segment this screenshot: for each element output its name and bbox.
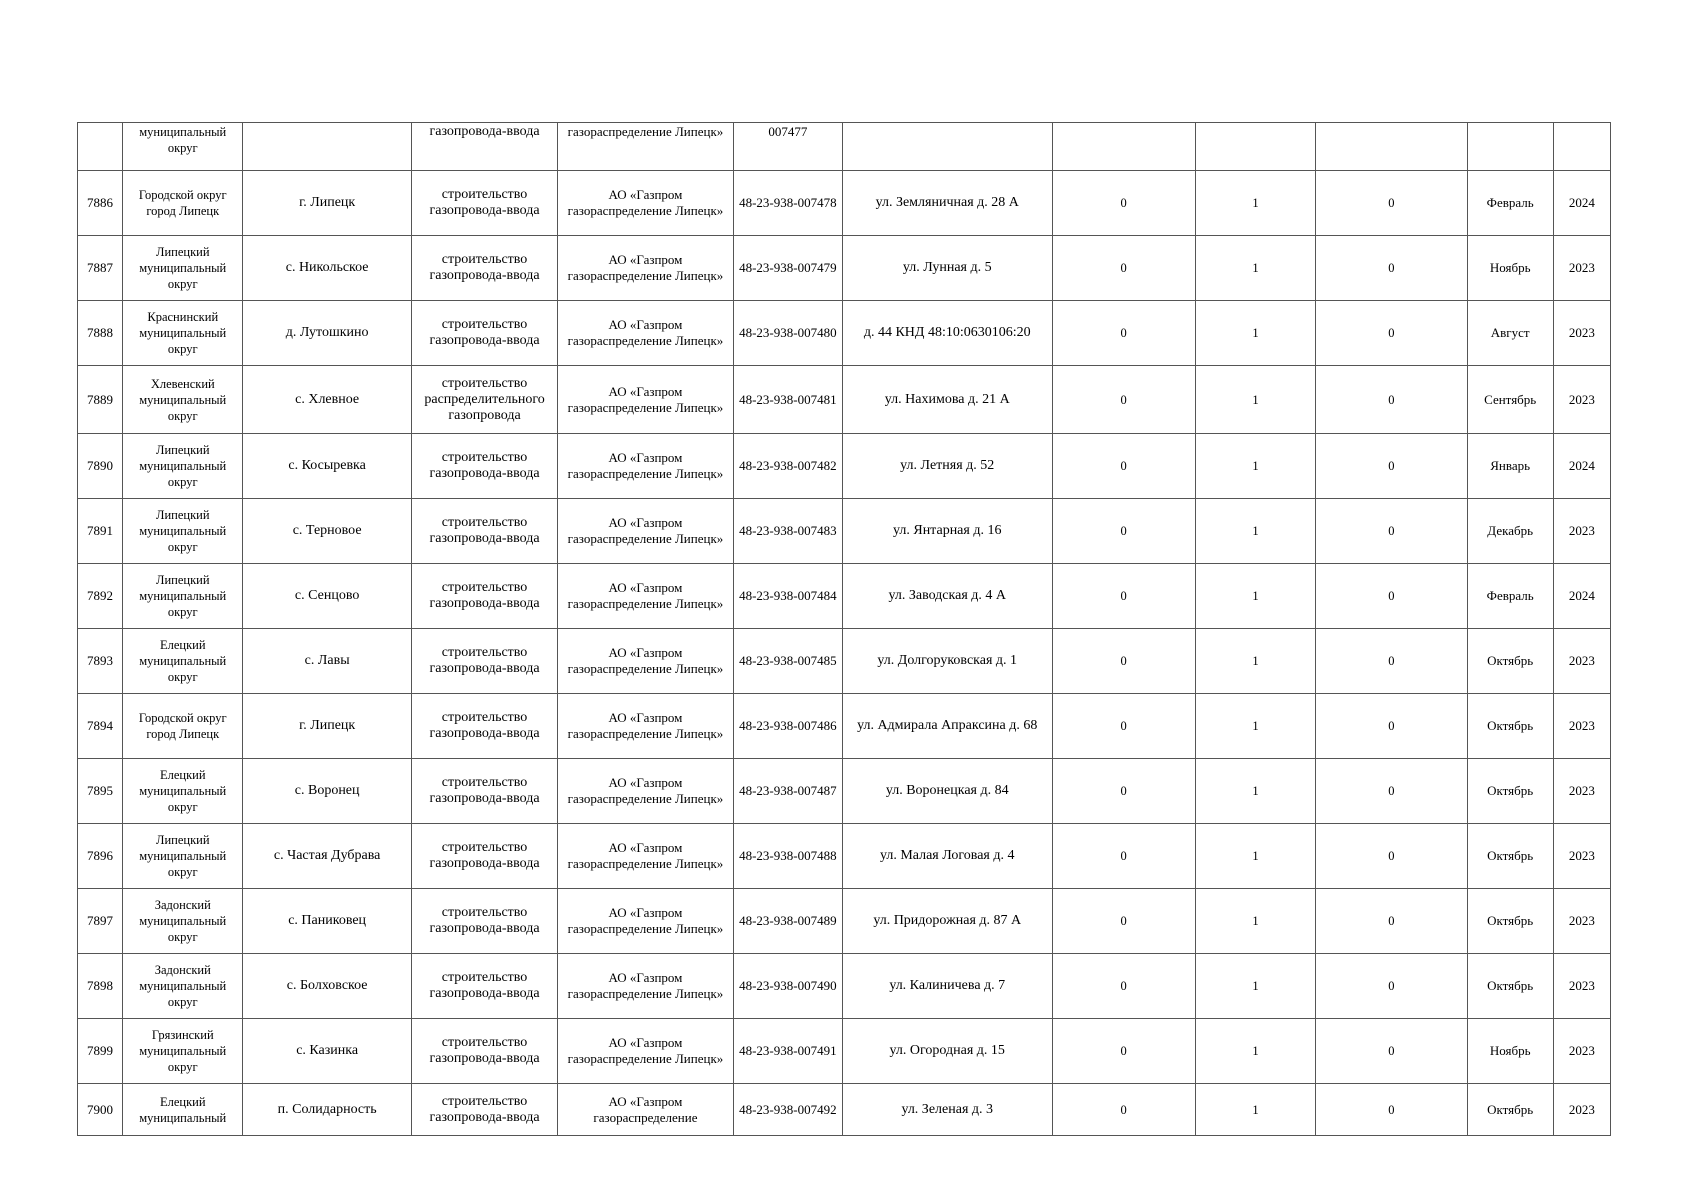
cell-settlement: с. Частая Дубрава xyxy=(243,824,411,889)
cell-settlement: с. Косыревка xyxy=(243,434,411,499)
cell-value-2: 1 xyxy=(1195,1019,1315,1084)
cell-object-code: 48-23-938-007491 xyxy=(733,1019,842,1084)
cell-work-type: строительство газопровода-ввода xyxy=(411,824,557,889)
cell-value-1: 0 xyxy=(1052,694,1195,759)
cell-value-1: 0 xyxy=(1052,954,1195,1019)
cell-object-code: 48-23-938-007480 xyxy=(733,301,842,366)
registry-table xyxy=(77,122,1611,1136)
cell-year: 2024 xyxy=(1553,434,1610,499)
cell-address: ул. Огородная д. 15 xyxy=(842,1019,1052,1084)
cell-organization: АО «Газпром газораспределение Липецк» xyxy=(558,366,733,434)
cell-settlement: г. Липецк xyxy=(243,694,411,759)
cell-work-type: строительство газопровода-ввода xyxy=(411,954,557,1019)
table-row xyxy=(78,629,1611,694)
cell-object-code: 48-23-938-007485 xyxy=(733,629,842,694)
cell-year: 2023 xyxy=(1553,236,1610,301)
cell-year: 2023 xyxy=(1553,629,1610,694)
cell-settlement: с. Сенцово xyxy=(243,564,411,629)
cell-month: Октябрь xyxy=(1467,824,1553,889)
cell-year: 2024 xyxy=(1553,171,1610,236)
cell-value-2: 1 xyxy=(1195,236,1315,301)
cell-year: 2023 xyxy=(1553,954,1610,1019)
cell-value-2: 1 xyxy=(1195,954,1315,1019)
cell-month: Октябрь xyxy=(1467,629,1553,694)
cell-month: Октябрь xyxy=(1467,889,1553,954)
cell-value-1: 0 xyxy=(1052,759,1195,824)
table-row xyxy=(78,236,1611,301)
cell-organization: АО «Газпром газораспределение Липецк» xyxy=(558,629,733,694)
cell-value-2: 1 xyxy=(1195,1084,1315,1136)
cell-value-3: 0 xyxy=(1316,759,1467,824)
cell-year: 2023 xyxy=(1553,1084,1610,1136)
cell-work-type: строительство газопровода-ввода xyxy=(411,759,557,824)
cell-district: Липецкий муниципальный округ xyxy=(123,434,243,499)
cell-month: Октябрь xyxy=(1467,1084,1553,1136)
cell-value-1: 0 xyxy=(1052,434,1195,499)
cell-district: Елецкий муниципальный xyxy=(123,1084,243,1136)
cell-month: Январь xyxy=(1467,434,1553,499)
cell-value-3: 0 xyxy=(1316,301,1467,366)
cell-work-type: строительство газопровода-ввода xyxy=(411,236,557,301)
cell-value-3: 0 xyxy=(1316,1084,1467,1136)
cell-value-1: 0 xyxy=(1052,824,1195,889)
cell-organization: АО «Газпром газораспределение Липецк» xyxy=(558,301,733,366)
cell-number: 7897 xyxy=(78,889,123,954)
cell-object-code: 48-23-938-007487 xyxy=(733,759,842,824)
cell-year: 2023 xyxy=(1553,824,1610,889)
cell-month: Сентябрь xyxy=(1467,366,1553,434)
cell-value-2: 1 xyxy=(1195,366,1315,434)
cell-district: Липецкий муниципальный округ xyxy=(123,564,243,629)
cell-address: ул. Калиничева д. 7 xyxy=(842,954,1052,1019)
cell-address: ул. Адмирала Апраксина д. 68 xyxy=(842,694,1052,759)
cell-settlement: с. Лавы xyxy=(243,629,411,694)
cell-settlement: с. Воронец xyxy=(243,759,411,824)
cell-settlement: с. Болховское xyxy=(243,954,411,1019)
cell-address: ул. Земляничная д. 28 А xyxy=(842,171,1052,236)
cell-month: Ноябрь xyxy=(1467,1019,1553,1084)
cell-value-3: 0 xyxy=(1316,694,1467,759)
cell-organization: газораспределение Липецк» xyxy=(558,123,733,171)
cell-number: 7899 xyxy=(78,1019,123,1084)
cell-value-2: 1 xyxy=(1195,824,1315,889)
table-body xyxy=(78,123,1611,1136)
cell-number: 7888 xyxy=(78,301,123,366)
cell-district: Хлевенский муниципальный округ xyxy=(123,366,243,434)
cell-organization: АО «Газпром газораспределение Липецк» xyxy=(558,564,733,629)
cell-object-code: 48-23-938-007486 xyxy=(733,694,842,759)
cell-year: 2023 xyxy=(1553,889,1610,954)
cell-work-type: строительство газопровода-ввода xyxy=(411,1019,557,1084)
cell-work-type: строительство газопровода-ввода xyxy=(411,171,557,236)
cell-settlement: с. Хлевное xyxy=(243,366,411,434)
cell-value-3: 0 xyxy=(1316,1019,1467,1084)
cell-work-type: строительство газопровода-ввода xyxy=(411,434,557,499)
cell-address: ул. Лунная д. 5 xyxy=(842,236,1052,301)
cell-number: 7894 xyxy=(78,694,123,759)
cell-district: Липецкий муниципальный округ xyxy=(123,824,243,889)
cell-number xyxy=(78,123,123,171)
cell-value-1: 0 xyxy=(1052,889,1195,954)
cell-district: Елецкий муниципальный округ xyxy=(123,629,243,694)
cell-value-3: 0 xyxy=(1316,824,1467,889)
cell-work-type: строительство газопровода-ввода xyxy=(411,629,557,694)
cell-value-3: 0 xyxy=(1316,366,1467,434)
cell-district: Городской округ город Липецк xyxy=(123,171,243,236)
table-row xyxy=(78,824,1611,889)
table-row xyxy=(78,499,1611,564)
cell-month: Ноябрь xyxy=(1467,236,1553,301)
cell-organization: АО «Газпром газораспределение Липецк» xyxy=(558,954,733,1019)
cell-settlement: с. Паниковец xyxy=(243,889,411,954)
cell-month: Октябрь xyxy=(1467,954,1553,1019)
table-row xyxy=(78,889,1611,954)
cell-organization: АО «Газпром газораспределение Липецк» xyxy=(558,1019,733,1084)
cell-value-2: 1 xyxy=(1195,301,1315,366)
cell-value-3: 0 xyxy=(1316,629,1467,694)
cell-organization: АО «Газпром газораспределение Липецк» xyxy=(558,889,733,954)
cell-organization: АО «Газпром газораспределение Липецк» xyxy=(558,759,733,824)
cell-object-code: 48-23-938-007488 xyxy=(733,824,842,889)
cell-value-2: 1 xyxy=(1195,434,1315,499)
cell-work-type: строительство газопровода-ввода xyxy=(411,499,557,564)
cell-value-3: 0 xyxy=(1316,499,1467,564)
cell-year: 2024 xyxy=(1553,564,1610,629)
cell-value-1: 0 xyxy=(1052,564,1195,629)
cell-value-3: 0 xyxy=(1316,434,1467,499)
cell-work-type: газопровода-ввода xyxy=(411,123,557,171)
cell-number: 7887 xyxy=(78,236,123,301)
cell-address: ул. Летняя д. 52 xyxy=(842,434,1052,499)
cell-address: ул. Воронецкая д. 84 xyxy=(842,759,1052,824)
cell-number: 7900 xyxy=(78,1084,123,1136)
cell-number: 7892 xyxy=(78,564,123,629)
cell-year: 2023 xyxy=(1553,1019,1610,1084)
cell-work-type: строительство газопровода-ввода xyxy=(411,564,557,629)
cell-object-code: 48-23-938-007490 xyxy=(733,954,842,1019)
cell-work-type: строительство распределительного газопровода xyxy=(411,366,557,434)
cell-district: Задонский муниципальный округ xyxy=(123,889,243,954)
cell-district: Городской округ город Липецк xyxy=(123,694,243,759)
cell-address: ул. Зеленая д. 3 xyxy=(842,1084,1052,1136)
cell-organization: АО «Газпром газораспределение Липецк» xyxy=(558,171,733,236)
cell-month: Февраль xyxy=(1467,564,1553,629)
cell-value-1: 0 xyxy=(1052,236,1195,301)
cell-value-1: 0 xyxy=(1052,301,1195,366)
table-row xyxy=(78,1019,1611,1084)
cell-district: Липецкий муниципальный округ xyxy=(123,499,243,564)
cell-number: 7896 xyxy=(78,824,123,889)
table-row xyxy=(78,694,1611,759)
cell-object-code: 48-23-938-007483 xyxy=(733,499,842,564)
cell-object-code: 48-23-938-007478 xyxy=(733,171,842,236)
cell-object-code: 48-23-938-007484 xyxy=(733,564,842,629)
cell-month: Октябрь xyxy=(1467,759,1553,824)
cell-address: д. 44 КНД 48:10:0630106:20 xyxy=(842,301,1052,366)
cell-settlement: с. Казинка xyxy=(243,1019,411,1084)
cell-value-2 xyxy=(1195,123,1315,171)
cell-value-1: 0 xyxy=(1052,1084,1195,1136)
cell-year xyxy=(1553,123,1610,171)
cell-value-1: 0 xyxy=(1052,1019,1195,1084)
cell-object-code: 48-23-938-007481 xyxy=(733,366,842,434)
cell-district: муниципальный округ xyxy=(123,123,243,171)
cell-address xyxy=(842,123,1052,171)
cell-year: 2023 xyxy=(1553,301,1610,366)
cell-address: ул. Малая Логовая д. 4 xyxy=(842,824,1052,889)
cell-value-1: 0 xyxy=(1052,171,1195,236)
cell-organization: АО «Газпром газораспределение Липецк» xyxy=(558,694,733,759)
table-row xyxy=(78,1084,1611,1136)
table-row xyxy=(78,954,1611,1019)
cell-settlement: с. Терновое xyxy=(243,499,411,564)
cell-value-2: 1 xyxy=(1195,499,1315,564)
cell-organization: АО «Газпром газораспределение Липецк» xyxy=(558,824,733,889)
cell-address: ул. Долгоруковская д. 1 xyxy=(842,629,1052,694)
cell-organization: АО «Газпром газораспределение Липецк» xyxy=(558,499,733,564)
cell-district: Елецкий муниципальный округ xyxy=(123,759,243,824)
cell-value-2: 1 xyxy=(1195,694,1315,759)
cell-number: 7889 xyxy=(78,366,123,434)
cell-value-2: 1 xyxy=(1195,171,1315,236)
cell-organization: АО «Газпром газораспределение Липецк» xyxy=(558,236,733,301)
cell-number: 7895 xyxy=(78,759,123,824)
table-row xyxy=(78,366,1611,434)
cell-object-code: 48-23-938-007492 xyxy=(733,1084,842,1136)
cell-month: Февраль xyxy=(1467,171,1553,236)
cell-settlement: п. Солидарность xyxy=(243,1084,411,1136)
cell-settlement: г. Липецк xyxy=(243,171,411,236)
cell-value-3: 0 xyxy=(1316,564,1467,629)
cell-value-3: 0 xyxy=(1316,236,1467,301)
cell-district: Грязинский муниципальный округ xyxy=(123,1019,243,1084)
cell-district: Краснинский муниципальный округ xyxy=(123,301,243,366)
cell-month: Август xyxy=(1467,301,1553,366)
cell-work-type: строительство газопровода-ввода xyxy=(411,694,557,759)
cell-value-3: 0 xyxy=(1316,889,1467,954)
cell-object-code: 48-23-938-007482 xyxy=(733,434,842,499)
cell-value-2: 1 xyxy=(1195,629,1315,694)
cell-number: 7893 xyxy=(78,629,123,694)
cell-value-3: 0 xyxy=(1316,171,1467,236)
cell-number: 7891 xyxy=(78,499,123,564)
cell-value-3 xyxy=(1316,123,1467,171)
cell-district: Липецкий муниципальный округ xyxy=(123,236,243,301)
table-row xyxy=(78,759,1611,824)
cell-address: ул. Придорожная д. 87 А xyxy=(842,889,1052,954)
table-row xyxy=(78,301,1611,366)
cell-object-code: 48-23-938-007479 xyxy=(733,236,842,301)
cell-value-1 xyxy=(1052,123,1195,171)
cell-year: 2023 xyxy=(1553,366,1610,434)
cell-year: 2023 xyxy=(1553,759,1610,824)
cell-month: Октябрь xyxy=(1467,694,1553,759)
table-row xyxy=(78,123,1611,171)
cell-value-1: 0 xyxy=(1052,629,1195,694)
cell-organization: АО «Газпром газораспределение Липецк» xyxy=(558,434,733,499)
cell-address: ул. Нахимова д. 21 А xyxy=(842,366,1052,434)
cell-address: ул. Заводская д. 4 А xyxy=(842,564,1052,629)
cell-organization: АО «Газпром газораспределение xyxy=(558,1084,733,1136)
cell-district: Задонский муниципальный округ xyxy=(123,954,243,1019)
cell-number: 7886 xyxy=(78,171,123,236)
cell-number: 7890 xyxy=(78,434,123,499)
cell-settlement: д. Лутошкино xyxy=(243,301,411,366)
cell-value-3: 0 xyxy=(1316,954,1467,1019)
table-row xyxy=(78,171,1611,236)
cell-number: 7898 xyxy=(78,954,123,1019)
cell-month: Декабрь xyxy=(1467,499,1553,564)
table-row xyxy=(78,564,1611,629)
cell-work-type: строительство газопровода-ввода xyxy=(411,1084,557,1136)
cell-value-2: 1 xyxy=(1195,889,1315,954)
cell-value-2: 1 xyxy=(1195,759,1315,824)
cell-settlement xyxy=(243,123,411,171)
cell-month xyxy=(1467,123,1553,171)
cell-year: 2023 xyxy=(1553,499,1610,564)
cell-object-code: 007477 xyxy=(733,123,842,171)
cell-year: 2023 xyxy=(1553,694,1610,759)
cell-settlement: с. Никольское xyxy=(243,236,411,301)
table-row xyxy=(78,434,1611,499)
cell-value-1: 0 xyxy=(1052,499,1195,564)
cell-value-1: 0 xyxy=(1052,366,1195,434)
cell-object-code: 48-23-938-007489 xyxy=(733,889,842,954)
cell-work-type: строительство газопровода-ввода xyxy=(411,889,557,954)
cell-address: ул. Янтарная д. 16 xyxy=(842,499,1052,564)
cell-work-type: строительство газопровода-ввода xyxy=(411,301,557,366)
cell-value-2: 1 xyxy=(1195,564,1315,629)
